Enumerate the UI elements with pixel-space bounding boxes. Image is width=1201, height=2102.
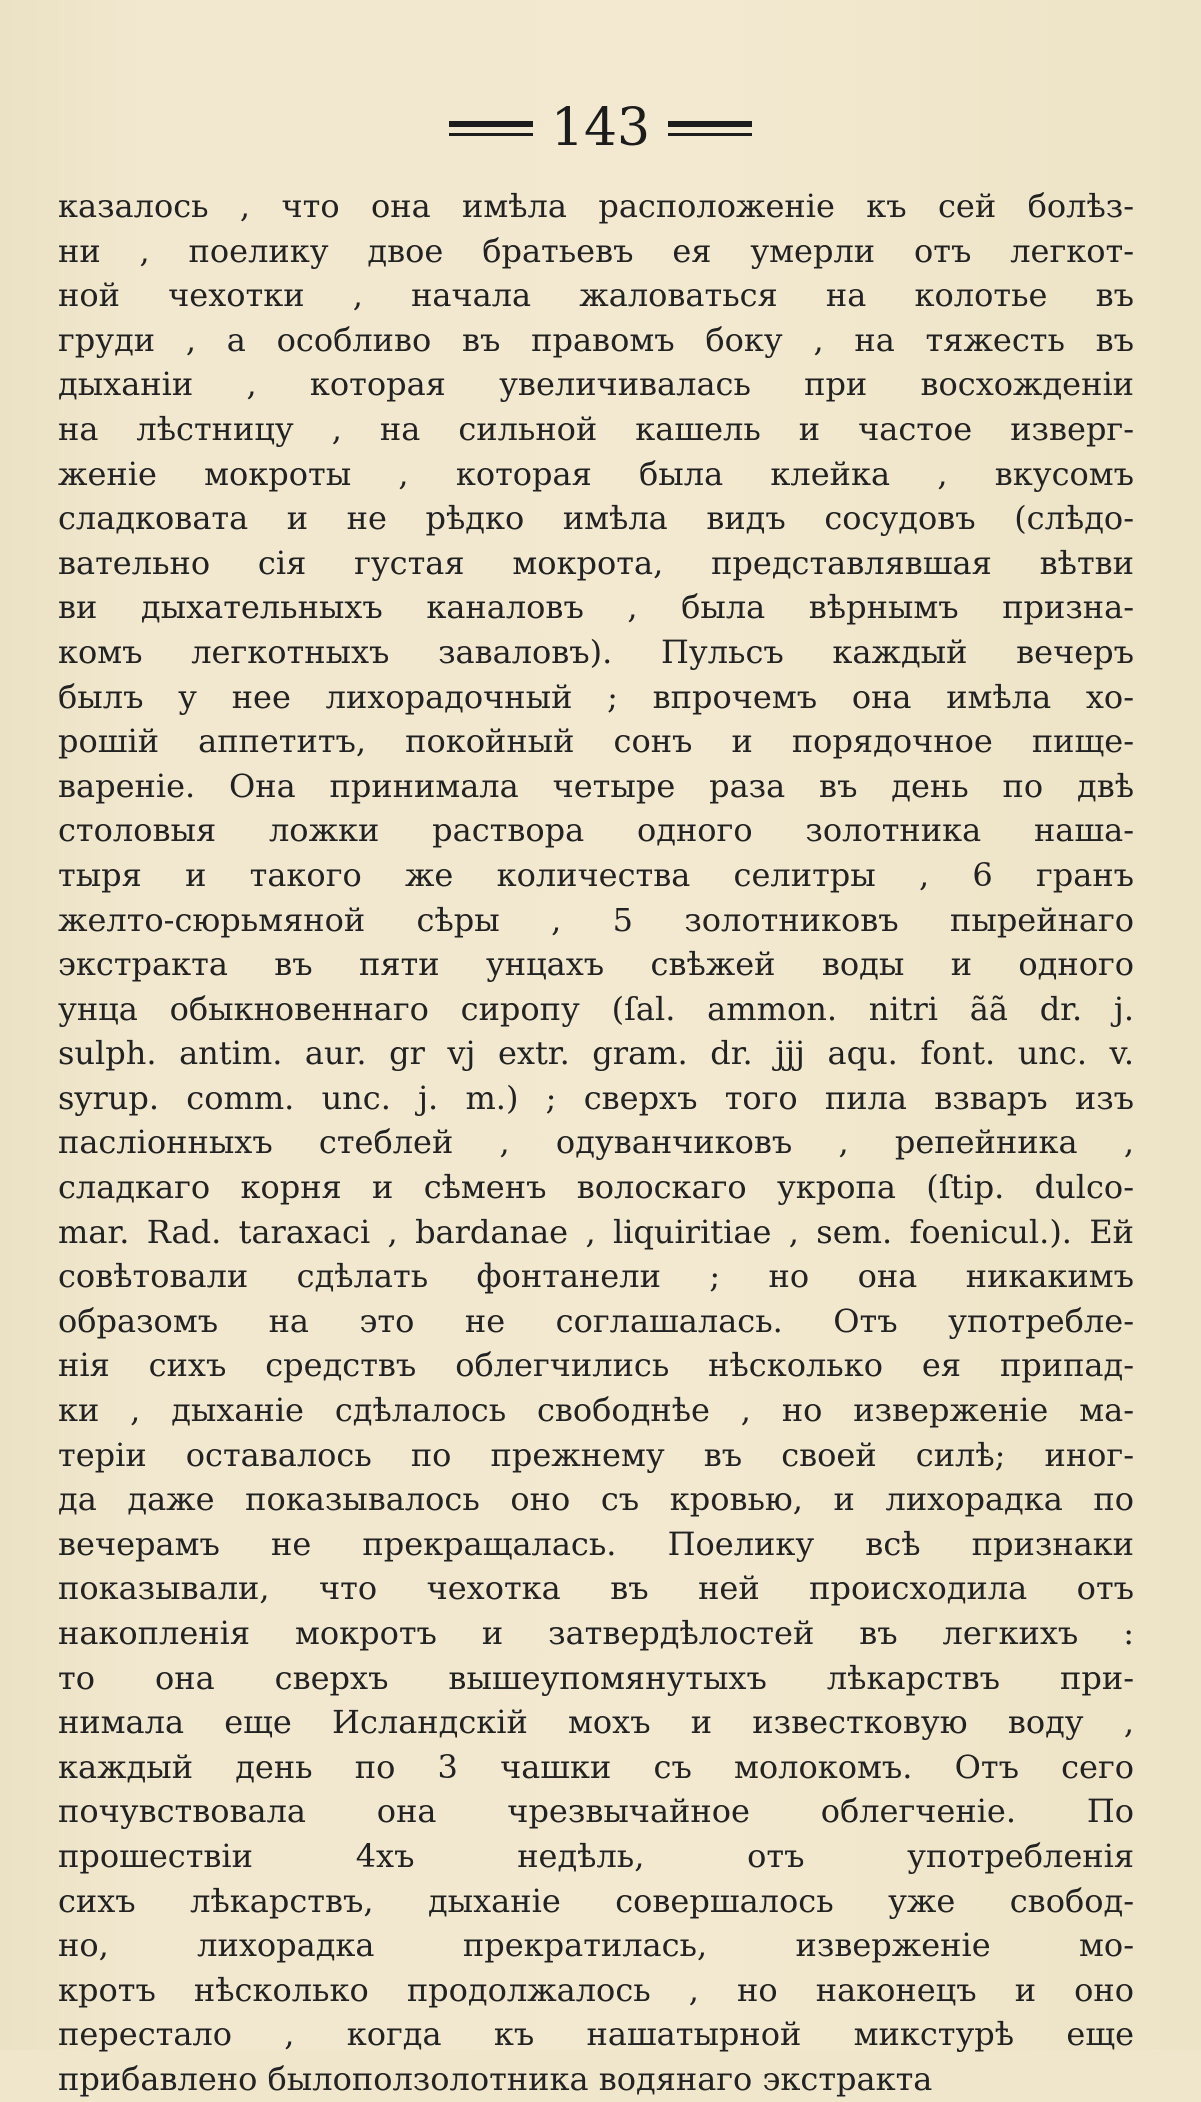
text-line: кротъ нѣсколько продолжалось , но наконецъ и оно <box>58 1970 1134 2009</box>
text-line: на лѣстницу , на сильной кашель и частое изверг- <box>58 409 1134 448</box>
page-header <box>0 98 1201 158</box>
text-line: syrup. comm. unc. j. m.) ; сверхъ того пила взваръ изъ <box>58 1078 1134 1117</box>
text-line: теріи оставалось по прежнему въ своей силѣ; иног- <box>58 1435 1134 1474</box>
text-line: ни , поелику двое братьевъ ея умерли отъ легкот- <box>58 231 1134 270</box>
text-line: груди , а особливо въ правомъ боку , на тяжесть въ <box>58 320 1134 359</box>
text-line: вательно сія густая мокрота, представлявшая вѣтви <box>58 543 1134 582</box>
text-line: желто-сюрьмяной сѣры , 5 золотниковъ пырейнаго <box>58 900 1134 939</box>
page-number: 143 <box>550 98 651 158</box>
text-line: женіе мокроты , которая была клейка , вкусомъ <box>58 454 1134 493</box>
text-line: то она сверхъ вышеупомянутыхъ лѣкарствъ при- <box>58 1658 1134 1697</box>
text-line: показывали, что чехотка въ ней происходила отъ <box>58 1569 1134 1608</box>
text-line: столовыя ложки раствора одного золотника наша- <box>58 811 1134 850</box>
text-line: перестало , когда къ нашатырной микстурѣ еще <box>58 2015 1134 2054</box>
text-line: да даже показывалось оно съ кровью, и лихорадка по <box>58 1480 1134 1519</box>
text-line: нимала еще Исландскій мохъ и известковую воду , <box>58 1703 1134 1742</box>
text-line: вечерамъ не прекращалась. Поелику всѣ признаки <box>58 1524 1134 1563</box>
text-line: сихъ лѣкарствъ, дыханіе совершалось уже свобод- <box>58 1881 1134 1920</box>
text-line: унца обыкновеннаго сиропу (ſal. ammon. nitri ãã dr. j. <box>58 989 1134 1028</box>
text-line: почувствовала она чрезвычайное облегченіе. По <box>58 1792 1134 1831</box>
text-line: образомъ на это не соглашалась. Отъ употребле- <box>58 1301 1134 1340</box>
left-ornament-rule <box>449 121 533 136</box>
text-line: mar. Rad. taraxaci , bardanae , liquiritiae , sem. foenicul.). Ей <box>58 1212 1134 1251</box>
text-line: прибавлено былоползолотника водянаго экстракта <box>58 2059 933 2098</box>
text-line: сладковата и не рѣдко имѣла видъ сосудовъ (слѣдо- <box>58 499 1134 538</box>
text-line: дыханіи , которая увеличивалась при восхожденіи <box>58 365 1134 404</box>
text-line: былъ у нее лихорадочный ; впрочемъ она имѣла хо- <box>58 677 1134 716</box>
text-line: рошій аппетитъ, покойный сонъ и порядочное пище- <box>58 722 1134 761</box>
body-text <box>58 184 1134 2102</box>
text-line: совѣтовали сдѣлать фонтанели ; но она никакимъ <box>58 1257 1134 1296</box>
text-line: сладкаго корня и сѣменъ волоскаго укропа (ſtip. dulco- <box>58 1168 1134 1207</box>
text-line: пасліонныхъ стеблей , одуванчиковъ , репейника , <box>58 1123 1134 1162</box>
text-line: накопленія мокротъ и затвердѣлостей въ легкихъ : <box>58 1614 1134 1652</box>
text-line: казалось , что она имѣла расположеніе къ сей болѣз- <box>58 187 1134 225</box>
text-line: ки , дыханіе сдѣлалось свободнѣе , но изверженіе ма- <box>58 1391 1134 1430</box>
right-ornament-rule <box>668 121 752 136</box>
text-line: ви дыхательныхъ каналовъ , была вѣрнымъ призна- <box>58 588 1134 627</box>
text-line: ной чехотки , начала жаловаться на колотье въ <box>58 276 1134 315</box>
text-line: тыря и такого же количества селитры , 6 гранъ <box>58 855 1134 894</box>
text-line: sulph. antim. aur. gr vj extr. gram. dr. jjj aqu. font. unc. v. <box>58 1034 1134 1073</box>
text-line: комъ легкотныхъ заваловъ). Пульсъ каждый вечеръ <box>58 632 1134 671</box>
text-line: экстракта въ пяти унцахъ свѣжей воды и одного <box>58 945 1134 984</box>
text-line: нія сихъ средствъ облегчились нѣсколько ея припад- <box>58 1346 1134 1385</box>
text-line: вареніе. Она принимала четыре раза въ день по двѣ <box>58 766 1134 805</box>
text-line: но, лихорадка прекратилась, изверженіе мо- <box>58 1926 1134 1965</box>
text-line: каждый день по 3 чашки съ молокомъ. Отъ сего <box>58 1747 1134 1786</box>
text-line: прошествіи 4хъ недѣль, отъ употребленія <box>58 1836 1134 1875</box>
